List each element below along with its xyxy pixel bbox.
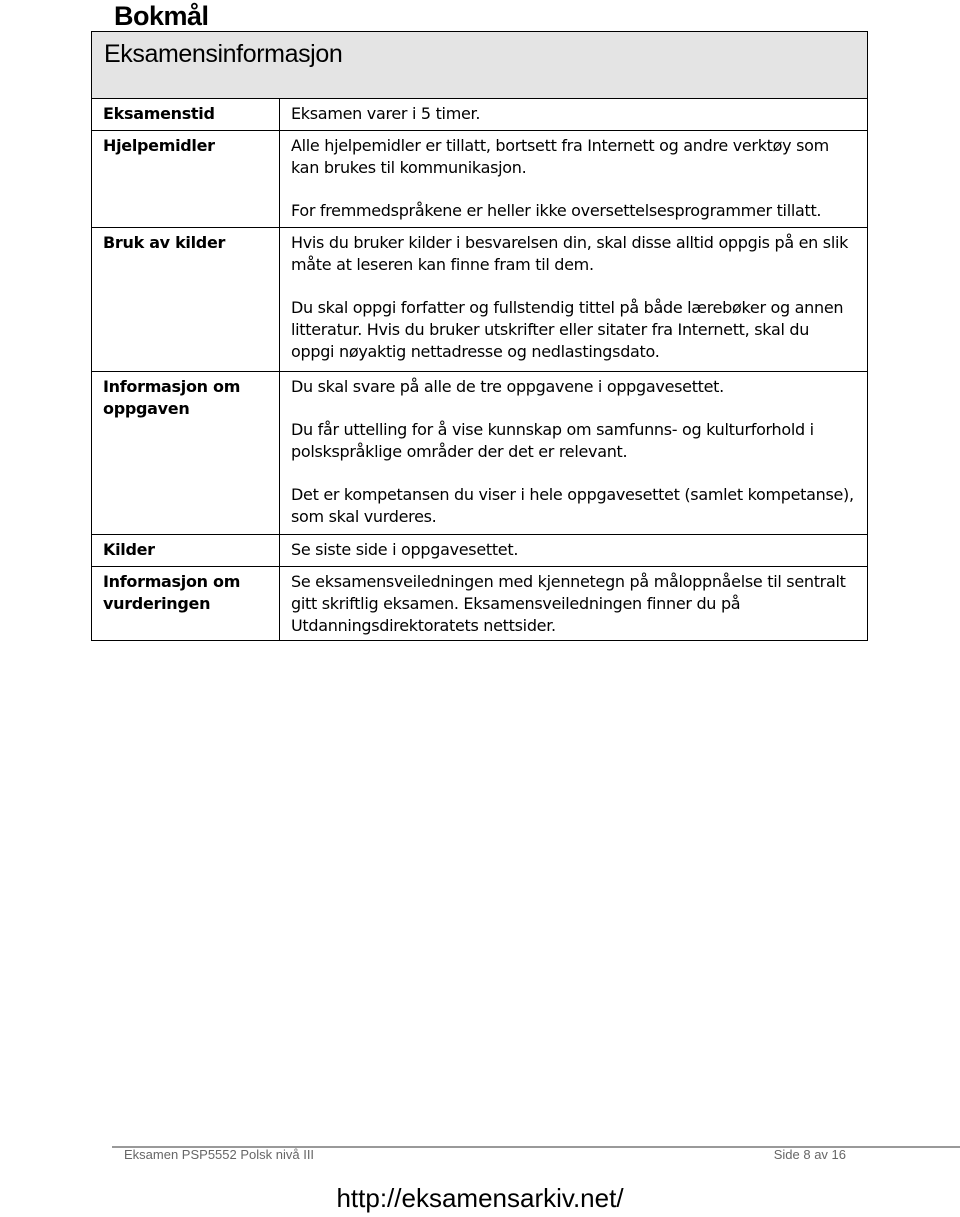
row-label: Kilder [92,535,280,567]
row-content [281,372,867,535]
table-row-kilder [92,534,867,567]
language-heading: Bokmål [114,1,209,31]
table-row-informasjon-om-oppgaven [92,371,867,535]
row-label: Hjelpemidler [92,131,280,228]
row-content [281,535,867,567]
row-paragraph: Se eksamensveiledningen med kjennetegn på måloppnåelse til sentralt gitt skriftlig eksamen. Eksamensveiledningen finner du på Utdanningsdirektoratets nettsider. [291,572,846,635]
row-label: Bruk av kilder [92,228,280,372]
row-content [281,131,867,228]
row-paragraph: Alle hjelpemidler er tillatt, bortsett fra Internett og andre verktøy som kan brukes til kommunikasjon. [291,136,829,177]
table-row-informasjon-om-vurderingen [92,566,867,641]
row-paragraph: Se siste side i oppgavesettet. [291,540,519,559]
row-label: Informasjon om vurderingen [92,567,280,641]
exam-info-table [91,31,868,641]
table-title: Eksamensinformasjon [92,32,867,99]
row-content [281,228,867,372]
table-row-bruk-av-kilder [92,227,867,372]
row-label: Informasjon om oppgaven [92,372,280,535]
row-label: Eksamenstid [92,99,280,131]
footer-page-number: Side 8 av 16 [773,1147,846,1162]
table-row-hjelpemidler [92,130,867,228]
row-paragraph: Du skal svare på alle de tre oppgavene i oppgavesettet. [291,377,724,396]
row-paragraph: Eksamen varer i 5 timer. [291,104,481,123]
table-row-eksamenstid [92,98,867,131]
row-content [281,99,867,131]
row-paragraph: Du skal oppgi forfatter og fullstendig tittel på både lærebøker og annen litteratur. Hvis du bruker utskrifter eller sitater fra Internett, skal du oppgi nøyaktig nettadresse og nedlastingsdato. [291,298,844,361]
row-paragraph: For fremmedspråkene er heller ikke oversettelsesprogrammer tillatt. [291,201,822,220]
footer-url: http://eksamensarkiv.net/ [336,1183,624,1213]
row-paragraph: Hvis du bruker kilder i besvarelsen din, skal disse alltid oppgis på en slik måte at leseren kan finne fram til dem. [291,233,849,274]
footer-exam-info: Eksamen PSP5552 Polsk nivå III [124,1147,315,1162]
row-paragraph: Det er kompetansen du viser i hele oppgavesettet (samlet kompetanse), som skal vurderes. [291,485,854,526]
row-content [281,567,867,641]
row-paragraph: Du får uttelling for å vise kunnskap om samfunns- og kulturforhold i polskspråklige områder der det er relevant. [291,420,814,461]
